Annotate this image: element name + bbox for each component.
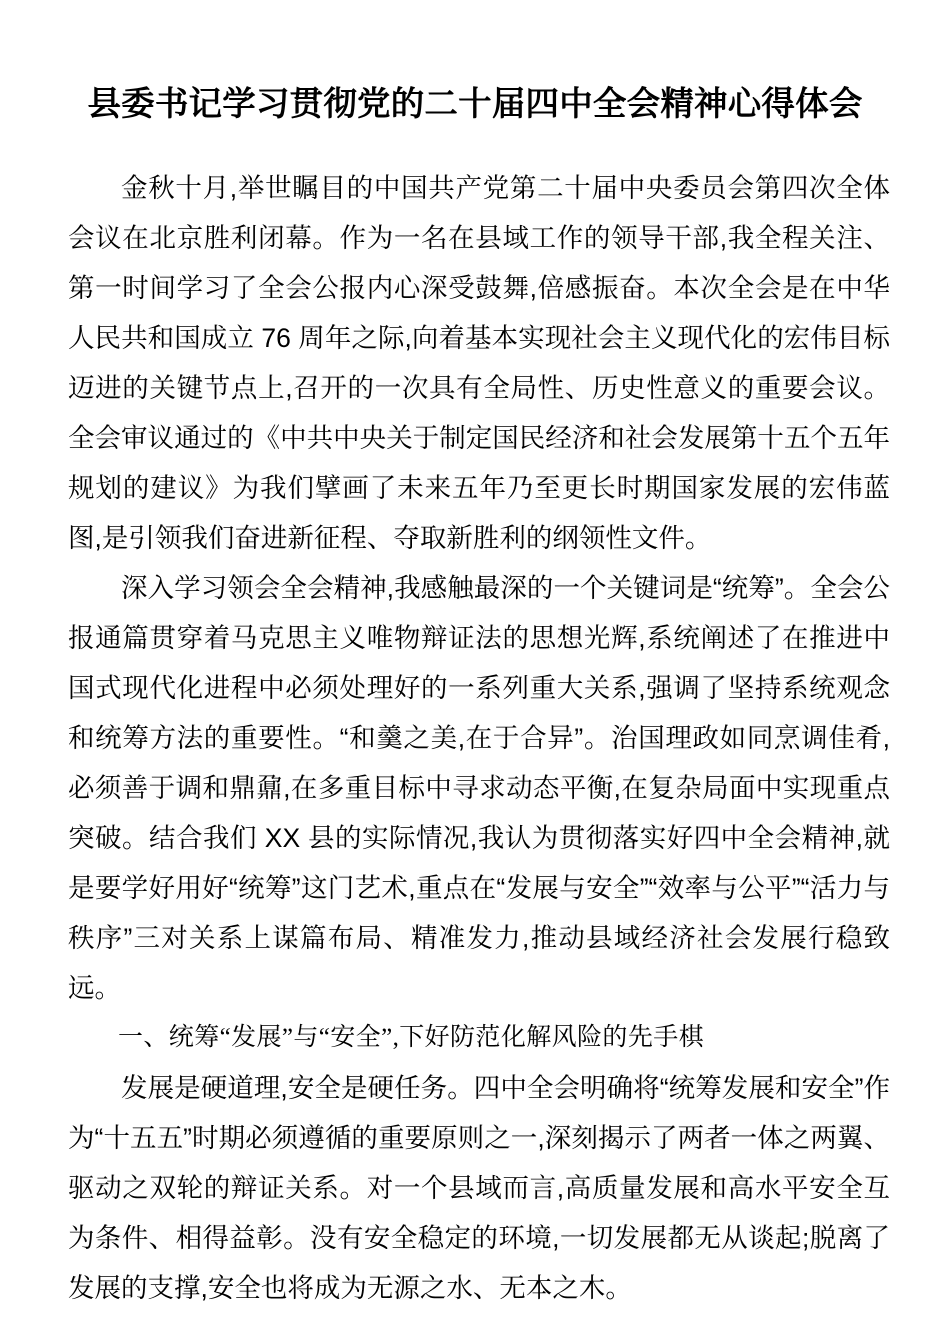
paragraph-intro: 金秋十月,举世瞩目的中国共产党第二十届中央委员会第四次全体会议在北京胜利闭幕。作为一名在县域工作的领导干部,我全程关注、第一时间学习了全会公报内心深受鼓舞,倍感振奋。本次全会是在中华人民共和国成立 76 周年之际,向着基本实现社会主义现代化的宏伟目标迈进的关键节点上,召开的一次具有全局性、历史性意义的重要会议。全会审议通过的《中共中央关于制定国民经济和社会发展第十五个五年规划的建议》为我们擘画了未来五年乃至更长时期国家发展的宏伟蓝图,是引领我们奋进新征程、夺取新胜利的纲领性文件。 <box>68 173 890 553</box>
paragraph-section-one-body: 发展是硬道理,安全是硬任务。四中全会明确将“统筹发展和安全”作为“十五五”时期必须遵循的重要原则之一,深刻揭示了两者一体之两翼、驱动之双轮的辩证关系。对一个县域而言,高质量发展和高水平安全互为条件、相得益彰。没有安全稳定的环境,一切发展都无从谈起;脱离了发展的支撑,安全也将成为无源之水、无本之木。 <box>68 1073 890 1303</box>
section-heading-one: 一、统筹“发展”与“安全”,下好防范化解风险的先手棋 <box>118 1024 705 1051</box>
page-title: 县委书记学习贯彻党的二十届四中全会精神心得体会 <box>87 86 863 124</box>
paragraph-keyword-coordination: 深入学习领会全会精神,我感触最深的一个关键词是“统筹”。全会公报通篇贯穿着马克思主义唯物辩证法的思想光辉,系统阐述了在推进中国式现代化进程中必须处理好的一系列重大关系,强调了坚持系统观念和统筹方法的重要性。“和羹之美,在于合异”。治国理政如同烹调佳肴,必须善于调和鼎鼐,在多重目标中寻求动态平衡,在复杂局面中实现重点突破。结合我们 XX 县的实际情况,我认为贯彻落实好四中全会精神,就是要学好用好“统筹”这门艺术,重点在“发展与安全”“效率与公平”“活力与秩序”三对关系上谋篇布局、精准发力,推动县域经济社会发展行稳致远。 <box>68 573 890 1003</box>
document-body <box>68 163 890 1313</box>
